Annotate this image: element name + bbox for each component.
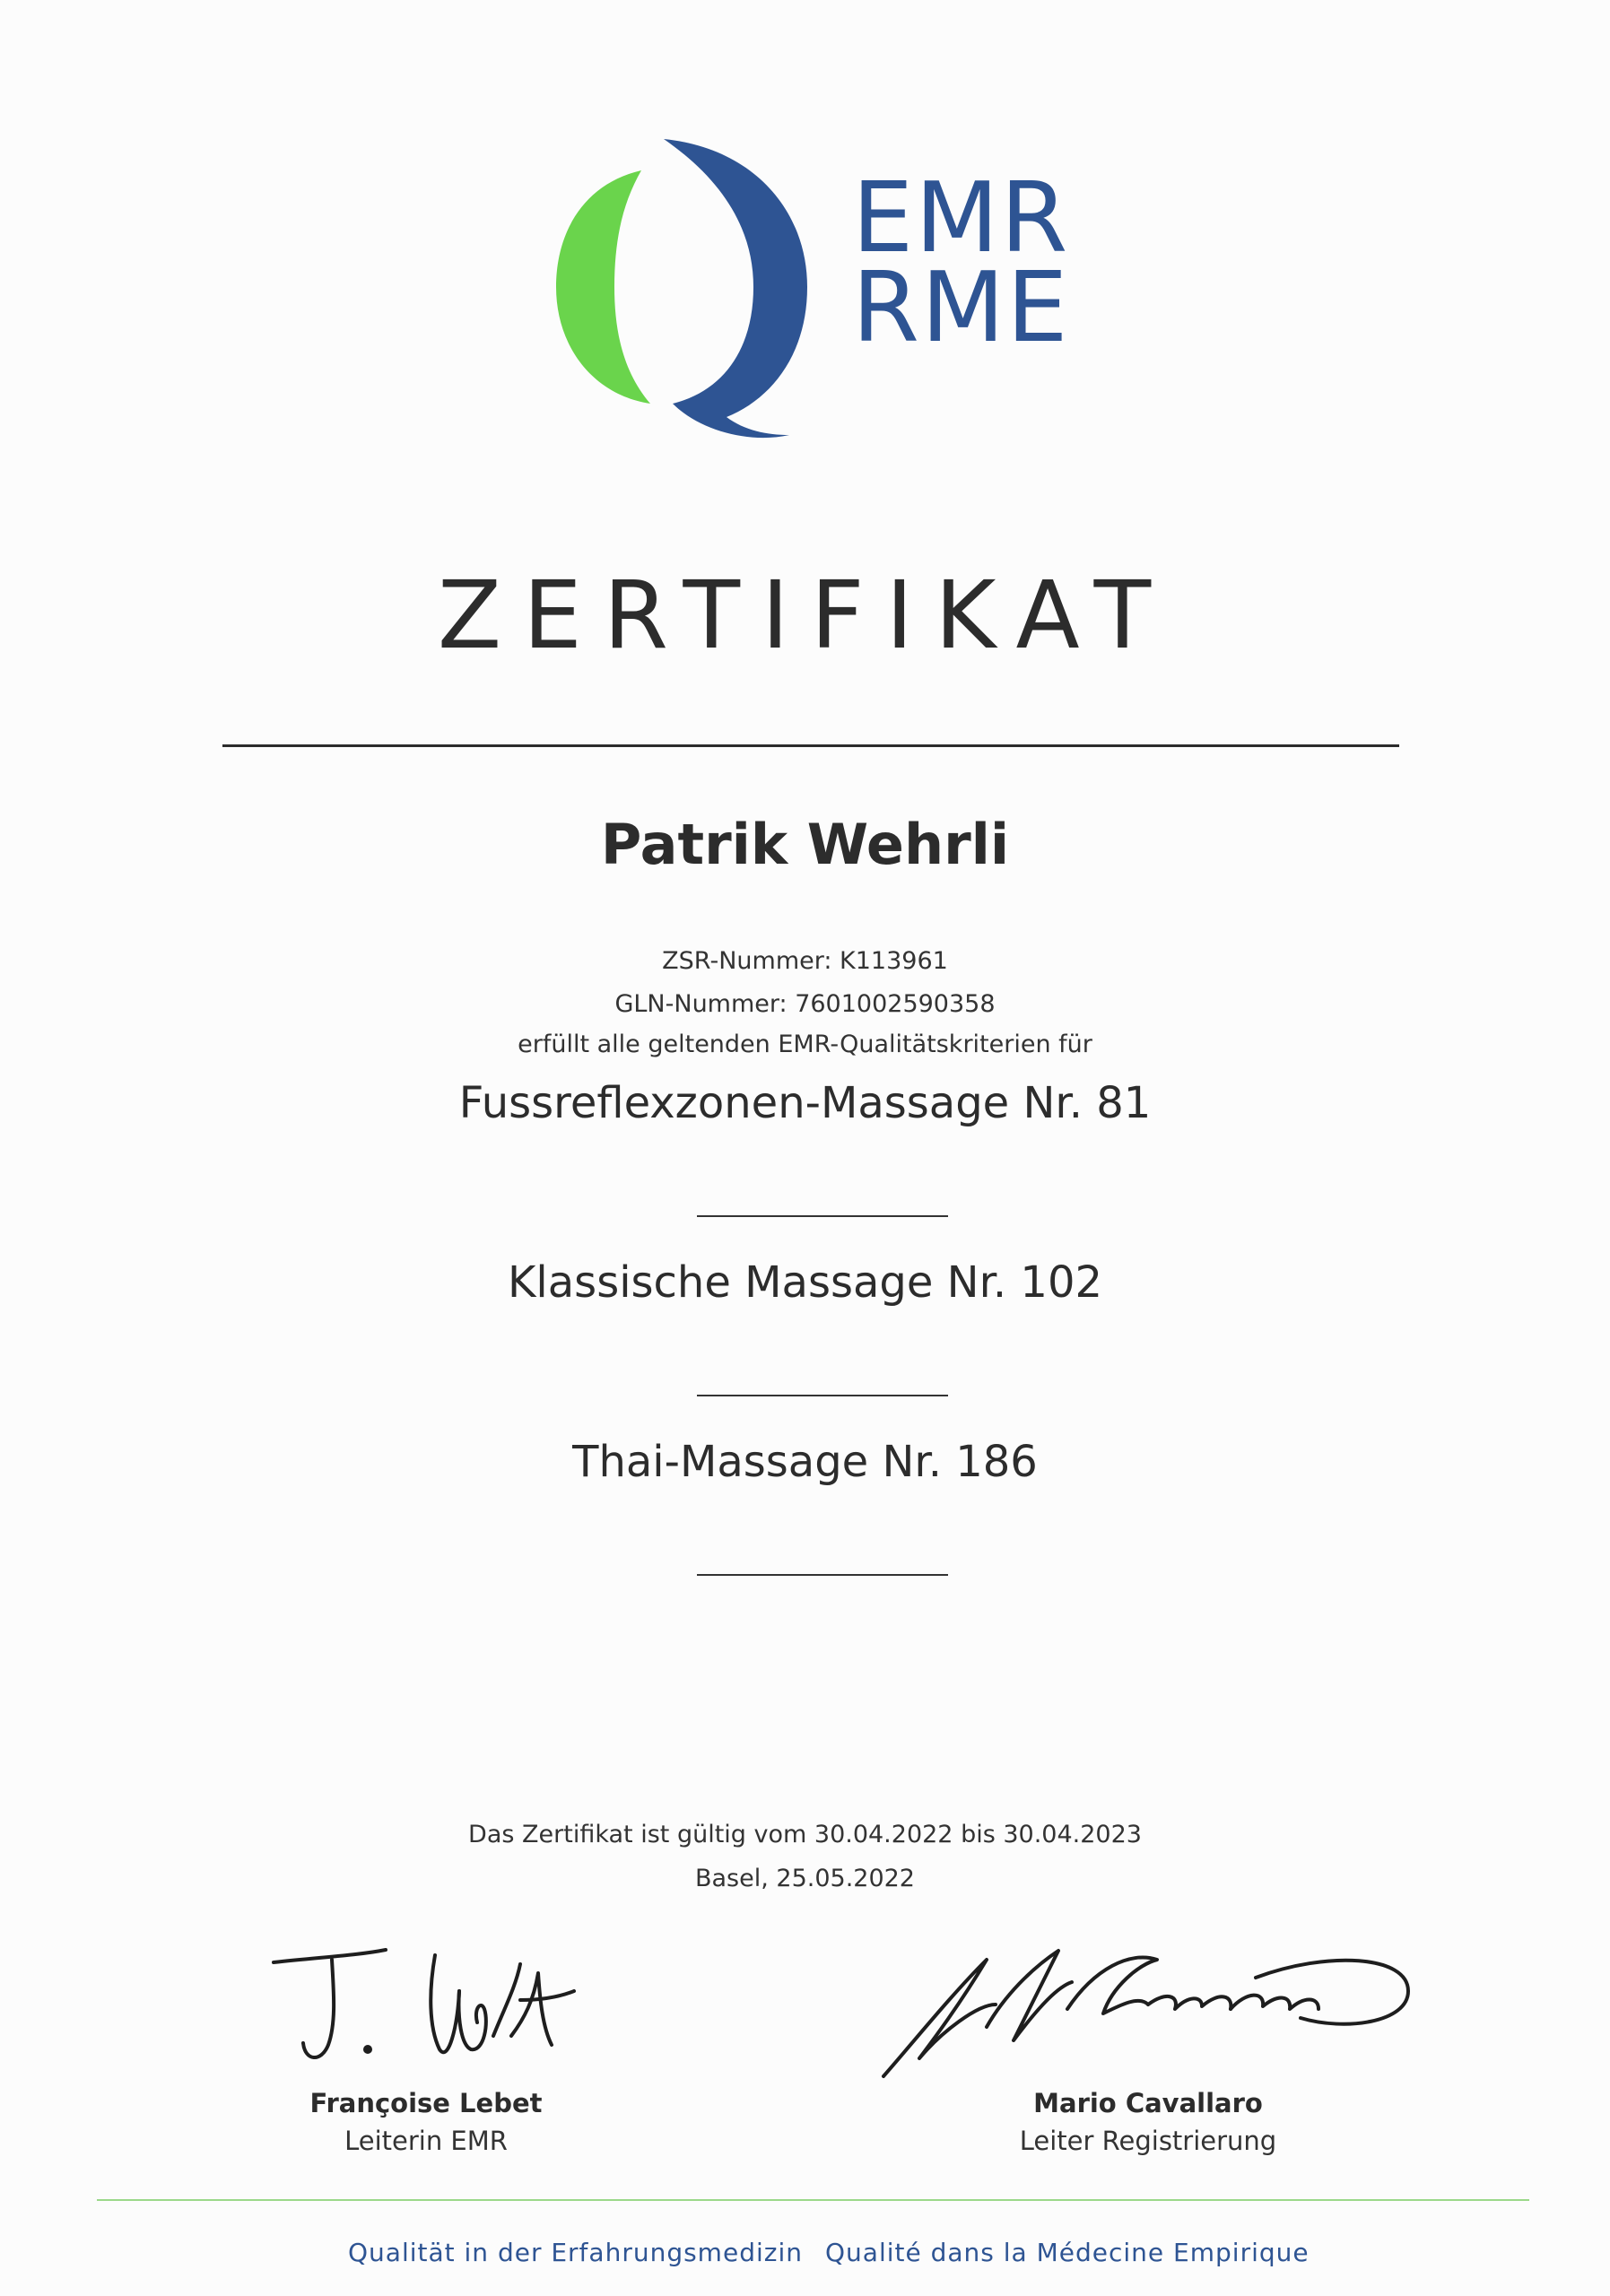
certificate-title: ZERTIFIKAT: [437, 561, 1173, 670]
recipient-name: Patrik Wehrli: [600, 812, 1010, 877]
signer-2-name: Mario Cavallaro: [1033, 2088, 1263, 2118]
logo-line-1: EMR: [852, 162, 1070, 274]
validity-text: Das Zertifikat ist gültig vom 30.04.2022 bis 30.04.2023: [468, 1821, 1142, 1848]
zsr-number: ZSR-Nummer: K113961: [662, 947, 948, 975]
signer-2-role: Leiter Registrierung: [1019, 2126, 1277, 2156]
footer-divider: [97, 2199, 1529, 2201]
signer-1-name: Françoise Lebet: [309, 2088, 543, 2118]
logo-line-2: RME: [852, 252, 1070, 364]
signature-cavallaro: [879, 1942, 1417, 2085]
signer-1-role: Leiterin EMR: [344, 2126, 508, 2156]
signature-lebet: [269, 1937, 592, 2081]
gln-number: GLN-Nummer: 7601002590358: [614, 990, 996, 1018]
method-divider-3: [697, 1574, 948, 1576]
emr-logo-icon: [547, 135, 816, 439]
method-divider-2: [697, 1395, 948, 1396]
method-2: Klassische Massage Nr. 102: [507, 1257, 1103, 1308]
footer-tagline-de: Qualität in der Erfahrungsmedizin: [348, 2238, 803, 2267]
method-divider-1: [697, 1215, 948, 1217]
place-date: Basel, 25.05.2022: [694, 1865, 915, 1892]
footer-tagline-fr: Qualité dans la Médecine Empirique: [825, 2238, 1310, 2267]
title-divider: [222, 744, 1399, 747]
criteria-text: erfüllt alle geltenden EMR-Qualitätskriterien für: [518, 1031, 1092, 1058]
method-1: Fussreflexzonen-Massage Nr. 81: [458, 1078, 1152, 1128]
emr-logo-text: [852, 162, 1070, 364]
method-3: Thai-Massage Nr. 186: [572, 1437, 1038, 1487]
